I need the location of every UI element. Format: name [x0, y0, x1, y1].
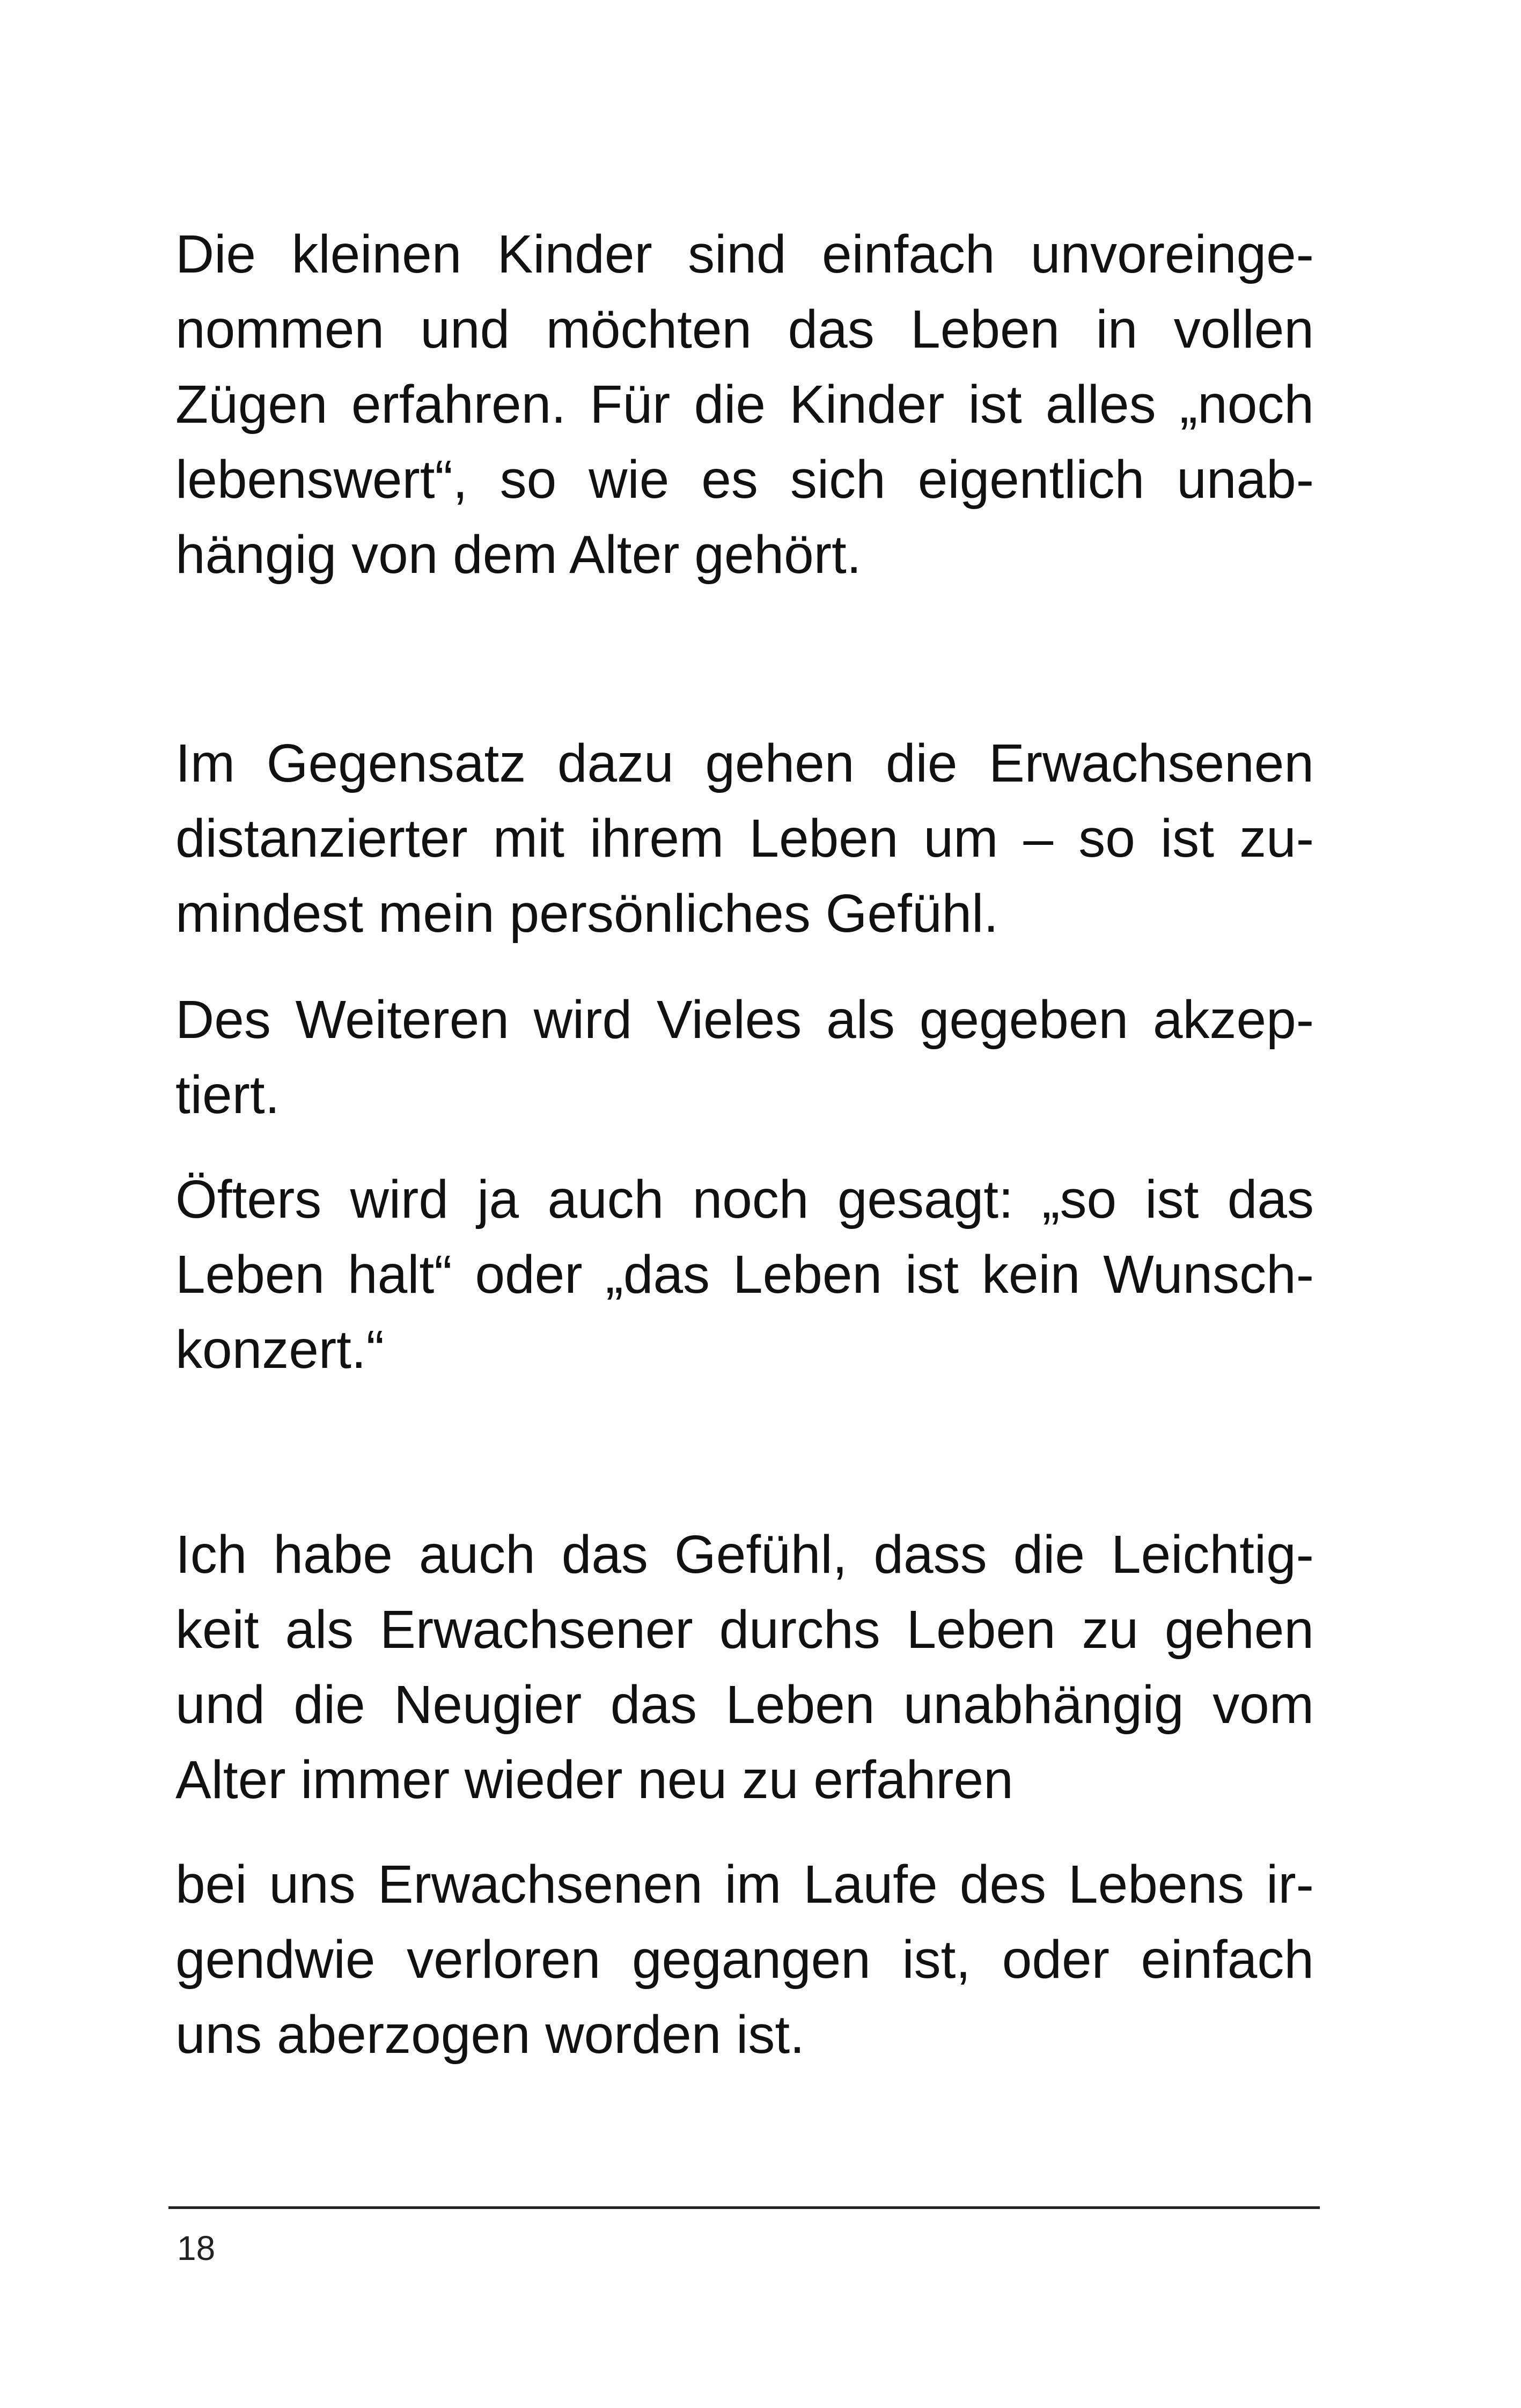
text-line: Ich habe auch das Gefühl, dass die Leichtig- — [175, 1525, 1314, 1585]
text-line: nommen und möchten das Leben in vollen — [175, 299, 1314, 359]
page-number: 18 — [177, 2229, 216, 2267]
text-line: hängig von dem Alter gehört. — [175, 525, 862, 585]
text-line: Öfters wird ja auch noch gesagt: „so ist das — [175, 1169, 1314, 1229]
text-line: distanzierter mit ihrem Leben um – so ist zu- — [175, 808, 1314, 868]
text-line: keit als Erwachsener durchs Leben zu gehen — [175, 1600, 1314, 1660]
text-line: Leben halt“ oder „das Leben ist kein Wunsch- — [175, 1244, 1314, 1305]
text-line: bei uns Erwachsenen im Laufe des Lebens ir- — [175, 1854, 1314, 1914]
footer-divider — [168, 2206, 1320, 2209]
text-line: gendwie verloren gegangen ist, oder einfach — [175, 1930, 1314, 1990]
text-line: mindest mein persönliches Gefühl. — [175, 883, 999, 944]
text-line: konzert.“ — [175, 1320, 385, 1380]
text-line: Des Weiteren wird Vieles als gegeben akzep- — [175, 990, 1314, 1050]
text-line: tiert. — [175, 1065, 280, 1125]
text-line: Im Gegensatz dazu gehen die Erwachsenen — [175, 733, 1314, 793]
text-line: uns aberzogen worden ist. — [175, 2005, 805, 2065]
text-line: und die Neugier das Leben unabhängig vom — [175, 1675, 1314, 1735]
text-line: Zügen erfahren. Für die Kinder ist alles „noch — [175, 374, 1314, 435]
text-line: lebenswert“, so wie es sich eigentlich unab- — [175, 450, 1314, 510]
text-line: Die kleinen Kinder sind einfach unvoreinge- — [175, 224, 1314, 284]
text-line: Alter immer wieder neu zu erfahren — [175, 1750, 1013, 1810]
